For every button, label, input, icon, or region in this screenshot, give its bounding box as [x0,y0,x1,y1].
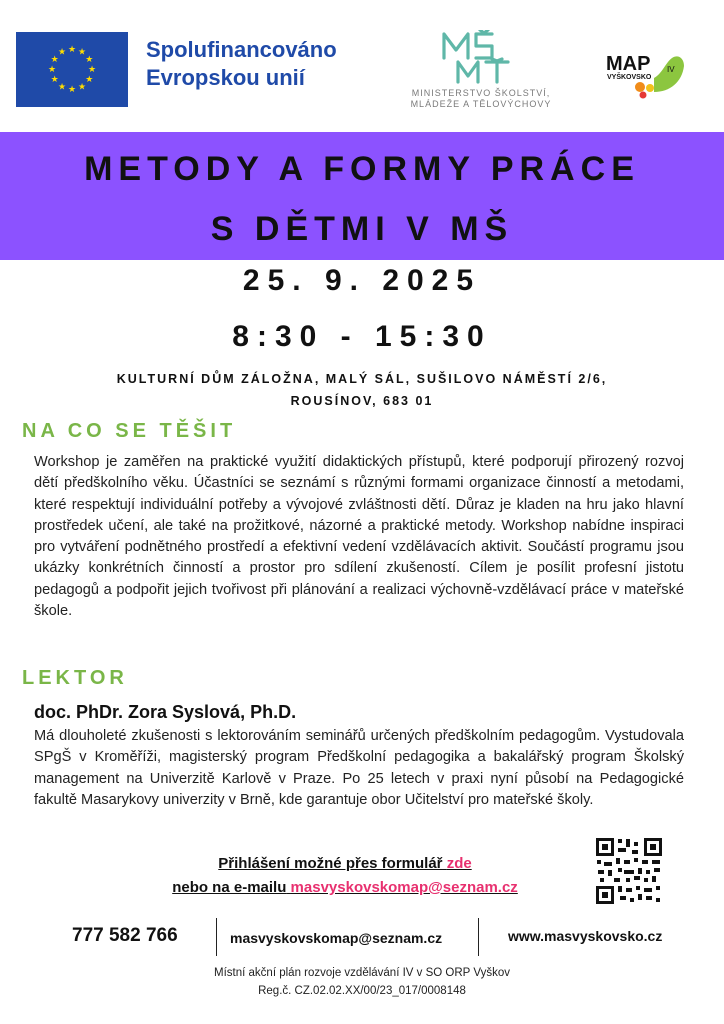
event-date: 25. 9. 2025 [242,264,482,297]
title-banner [0,132,724,260]
title-line2: S DĚTMI V MŠ [210,210,514,248]
lector-bio: Má dlouholeté zkušenosti s lektorováním seminářů určených předškolním pedagogům. Vystudovala SPgŠ v Kroměříži, magisterský program Předškolní pedagogika a bakalářský program Školský management na Univerzitě Karlově v Praze. Po 25 letech v praxi nyní působí na Pedagogické fakultě Masarykovy univerzity v Brně, kde garantuje obor Učitelství pro mateřské školy. [34,728,684,808]
svg-text:★: ★ [50,55,59,65]
svg-text:★: ★ [50,75,59,85]
footer [0,964,724,1000]
lector-heading: LEKTOR [22,667,128,689]
about-text: Workshop je zaměřen na praktické využití didaktických přístupů, které podporují přirozený rozvoj dětí předškolního věku. Účastníci se seznámí s různými formami organizace činností a metodami, které respektují individuální potřeby a vývojové zvláštnosti dětí. Důraz je kladen na hru jako hlavní prostředek učení, ale také na prožitkové, názorné a praktické metody. Workshop nabídne inspiraci pro vytváření podnětného prostředí a efektivní vedení vzdělávacích aktivit. Součástí programu jsou ukázky konkrétních činností a prostor pro sdílení zkušeností. Cílem je posílit profesní jistotu pedagogů a podpořit jejich tvořivost při plánování a realizaci výchovně-vzdělávací práce v mateřské škole. [34,454,684,620]
signup-form-link[interactable]: zde [446,855,472,872]
contact-email[interactable]: masvyskovskomap@seznam.cz [230,930,443,946]
signup-info [110,852,580,900]
signup-email-link[interactable]: masvyskovskomap@seznam.cz [290,879,518,896]
eu-flag-logo [16,32,128,107]
signup-email-text: nebo na e-mailu [172,879,287,896]
eu-text-line1: Spolufinancováno [146,37,337,62]
map-roman-text: IV [667,65,675,74]
footer-line1: Místní akční plán rozvoje vzdělávání IV v SO ORP Vyškov [214,967,510,979]
msmt-emblem-icon [436,30,526,86]
svg-text:★: ★ [85,75,94,85]
title-line1: METODY A FORMY PRÁCE [84,150,640,188]
msmt-logo [398,30,564,114]
event-venue [60,368,664,412]
eu-stars-icon [16,32,128,107]
venue-line2: ROUSÍNOV, 683 01 [290,394,434,408]
svg-text:★: ★ [85,55,94,65]
signup-line1 [110,852,580,876]
msmt-line1: MINISTERSTVO ŠKOLSTVÍ, [411,88,551,98]
contact-divider-1 [216,918,217,956]
svg-text:★: ★ [57,47,67,58]
eu-cofinanced-text [146,36,337,92]
map-vyskovsko-logo [604,48,688,100]
header [0,0,724,132]
map-hand-icon [604,48,688,100]
venue-line1: KULTURNÍ DŮM ZÁLOŽNA, MALÝ SÁL, SUŠILOVO NÁMĚSTÍ 2/6, [116,372,608,386]
svg-text:★: ★ [87,65,97,75]
svg-text:★: ★ [67,85,77,95]
contact-website[interactable]: www.masvyskovsko.cz [508,928,663,944]
lector-name: doc. PhDr. Zora Syslová, Ph.D. [34,702,297,722]
event-time: 8:30 - 15:30 [232,320,492,353]
svg-text:★: ★ [77,47,87,58]
svg-text:★: ★ [57,82,67,93]
msmt-text [398,88,564,110]
map-text: MAP [606,53,651,75]
qr-code-icon[interactable] [594,836,664,906]
footer-line2: Reg.č. CZ.02.02.XX/00/23_017/0008148 [258,985,466,997]
signup-form-text: Přihlášení možné přes formulář [218,855,443,872]
msmt-line2: MLÁDEŽE A TĚLOVÝCHOVY [410,99,552,109]
eu-text-line2: Evropskou unií [146,65,305,90]
map-sub-text: VYŠKOVSKO [607,74,652,81]
signup-line2 [110,876,580,900]
contact-divider-2 [478,918,479,956]
contact-phone[interactable]: 777 582 766 [72,925,178,946]
about-heading: NA CO SE TĚŠIT [22,420,237,442]
svg-text:★: ★ [67,45,77,55]
svg-text:★: ★ [77,82,87,93]
svg-text:★: ★ [47,65,57,75]
